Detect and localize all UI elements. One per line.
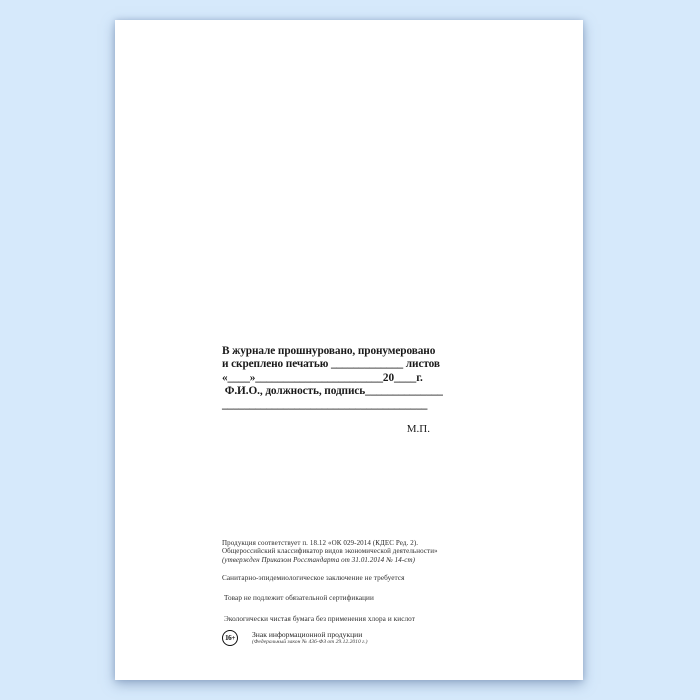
stitch-line-5: _____________________________________: [222, 398, 428, 411]
sanitary-note: Санитарно-эпидемиологическое заключение не требуется: [222, 573, 405, 582]
certification-note: Товар не подлежит обязательной сертификации: [224, 594, 374, 603]
age-mark-title: Знак информационной продукции: [252, 629, 363, 639]
ecology-note: Экологически чистая бумага без применения хлора и кислот: [224, 614, 416, 623]
age-mark-text: [252, 631, 368, 646]
product-standard-line-3: (утвержден Приказом Росстандарта от 31.01.2014 № 14-ст): [222, 555, 416, 564]
stitch-line-3: «____»_______________________20____г.: [222, 371, 423, 384]
product-standard-paragraph: [222, 539, 452, 564]
compliance-block: [222, 539, 452, 646]
seal-placeholder: М.П.: [406, 423, 430, 436]
age-16-badge-icon: 16+: [222, 630, 238, 646]
age-mark-law: (Федеральный закон № 436-ФЗ от 29.12.2010 г.): [252, 639, 368, 646]
product-standard-line-2: Общероссийский классификатор видов экономической деятельности»: [222, 547, 438, 556]
stitch-certification-block: [222, 345, 443, 436]
product-standard-line-1: Продукция соответствует п. 18.12 «ОК 029-2014 (КДЕС Ред. 2).: [222, 539, 419, 547]
stitch-line-4: Ф.И.О., должность, подпись______________: [222, 385, 443, 398]
journal-back-page: [115, 20, 583, 680]
age-mark-row: [222, 630, 452, 646]
stitch-line-1: В журнале прошнуровано, пронумеровано: [222, 345, 436, 357]
stitch-line-2: и скреплено печатью _____________ листов: [222, 358, 440, 371]
